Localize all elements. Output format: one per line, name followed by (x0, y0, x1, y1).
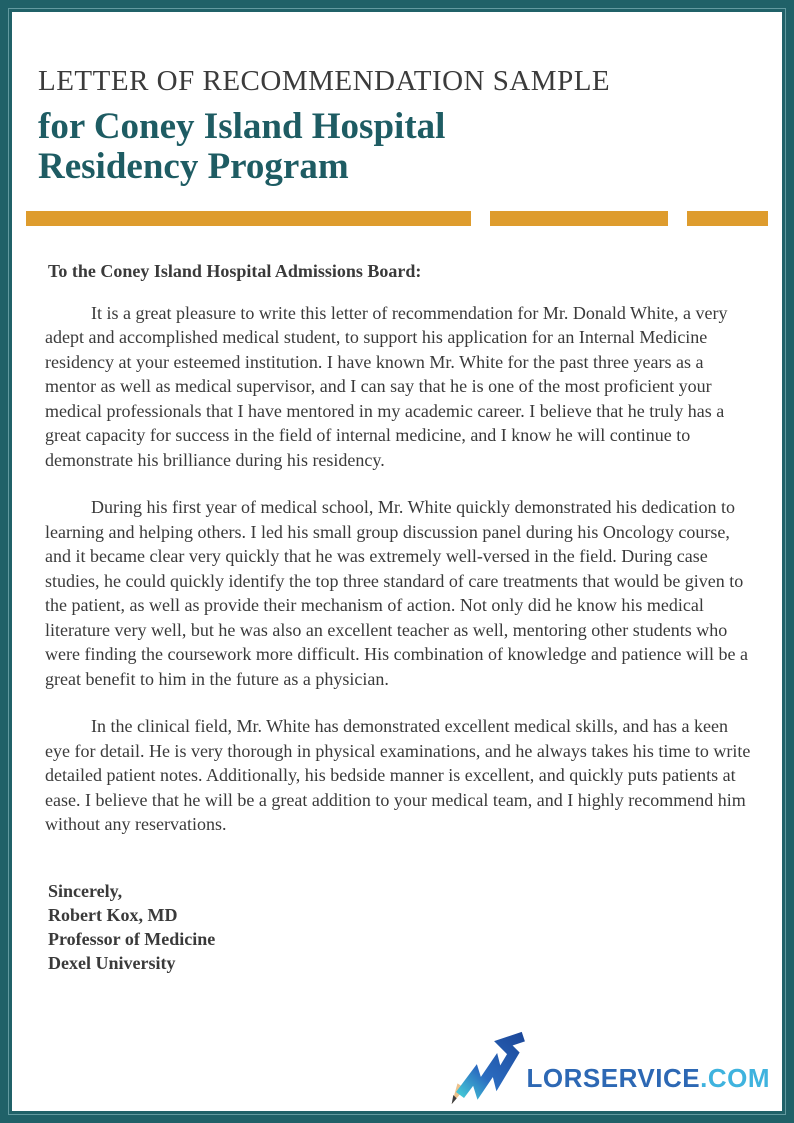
logo-wordmark[interactable] (527, 1065, 770, 1105)
letter-body (45, 259, 755, 975)
signature-name: Robert Kox, MD (48, 904, 178, 925)
letter-salutation: To the Coney Island Hospital Admissions Board: (48, 261, 422, 281)
pencil-scribble-icon (447, 1025, 533, 1105)
signature-block (48, 879, 755, 975)
accent-bar-medium (490, 211, 668, 226)
page-title (38, 107, 768, 187)
logo-text-primary: LORSERVICE (526, 1063, 701, 1093)
signature-institution: Dexel University (48, 952, 176, 973)
accent-bar-long (26, 211, 471, 226)
page-eyebrow-title: LETTER OF RECOMMENDATION SAMPLE (38, 65, 611, 97)
page-title-line-1: for Coney Island Hospital (38, 106, 446, 147)
page-title-line-2: Residency Program (38, 146, 349, 187)
letter-paragraph-2: During his first year of medical school, Mr. White quickly demonstrated his dedication to learning and helping others. I led his small group discussion panel during his Oncology course, and it became clear very quickly that he was extremely well-versed in the field. During case studies, he could quickly identify the top three standard of care treatments that would be given to the patient, as well as provide their mechanism of action. Not only did he know his medical literature very well, but he was also an excellent teacher as well, mentoring other students who were finding the coursework more difficult. His combination of knowledge and patience will be a great benefit to him in the future as a physician. (45, 497, 748, 689)
logo-text-secondary: .COM (700, 1063, 770, 1093)
accent-bar-short (687, 211, 768, 226)
letter-page (12, 12, 782, 1111)
accent-bar-row (26, 211, 768, 226)
signature-title: Professor of Medicine (48, 928, 216, 949)
signature-closing: Sincerely, (48, 880, 123, 901)
letter-paragraph-3: In the clinical field, Mr. White has demonstrated excellent medical skills, and has a keen eye for detail. He is very thorough in physical examinations, and he always takes his time to write detailed patient notes. Additionally, his bedside manner is excellent, and quickly puts patients at ease. I believe that he will be a great addition to your medical team, and I highly recommend him without any reservations. (45, 716, 751, 834)
lorservice-logo[interactable] (447, 1025, 770, 1105)
letter-paragraph-1: It is a great pleasure to write this letter of recommendation for Mr. Donald White, a very adept and accomplished medical student, to support his application for an Internal Medicine residency at your esteemed institution. I have known Mr. White for the past three years as a mentor as well as medical supervisor, and I can say that he is one of the most proficient your medical professionals that I have mentored in my academic career. I believe that he truly has a great capacity for success in the field of internal medicine, and I know he will continue to demonstrate his brilliance during his residency. (45, 302, 728, 470)
